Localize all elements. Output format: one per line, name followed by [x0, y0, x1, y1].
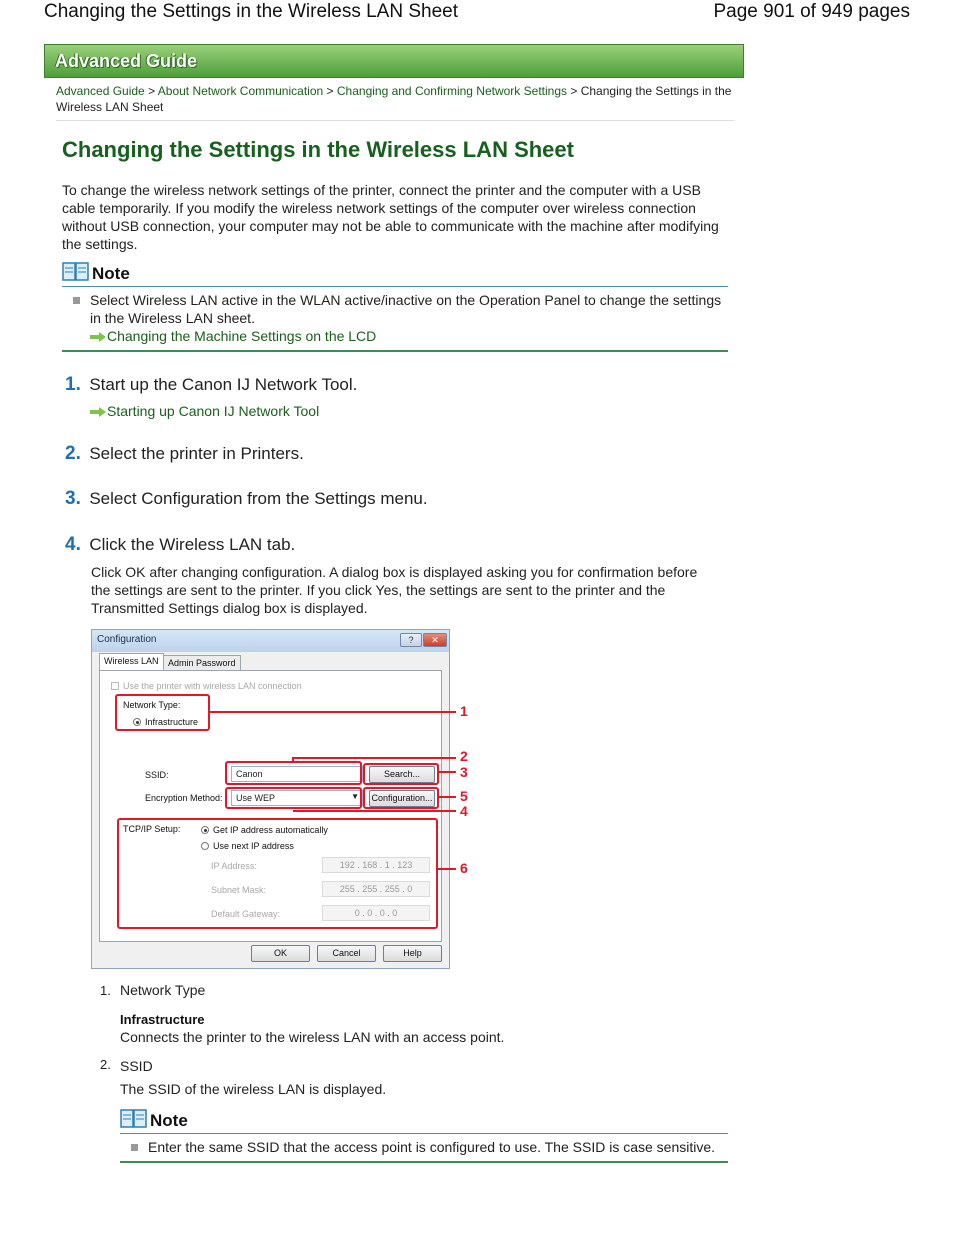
tab-wireless-lan[interactable]: Wireless LAN: [99, 653, 164, 671]
step-4-detail: Click OK after changing configuration. A dialog box is displayed asking you for confirmation before the settings are sent to the printer. If you click Yes, the settings are sent to the printer and the Transmitted Settings dialog box is displayed.: [91, 564, 698, 616]
step-number: 1.: [65, 374, 81, 395]
encryption-method-label: Encryption Method:: [145, 793, 223, 803]
note-title: Note: [150, 1111, 188, 1130]
callout-box-encryption: [225, 787, 362, 809]
bullet-square-icon: [131, 1144, 138, 1151]
help-button[interactable]: Help: [383, 945, 442, 962]
advanced-guide-banner: [44, 44, 744, 78]
step-text: Select Configuration from the Settings menu.: [89, 489, 428, 508]
ip-address-field[interactable]: 192 . 168 . 1 . 123: [322, 857, 430, 873]
breadcrumb-current: Changing the Settings in the Wireless LAN Sheet: [56, 84, 732, 114]
list-item-label: SSID: [120, 1058, 153, 1074]
bullet-square-icon: [73, 297, 80, 304]
arrow-right-icon: [90, 407, 106, 417]
breadcrumb-link-advanced-guide[interactable]: Advanced Guide: [56, 84, 145, 98]
document-header-title: Changing the Settings in the Wireless LAN Sheet: [44, 1, 459, 22]
list-item-number: 2.: [100, 1057, 111, 1072]
network-type-label: Network Type:: [123, 700, 181, 710]
breadcrumb-divider: [56, 120, 734, 121]
note-box: [120, 1109, 728, 1163]
dialog-close-button[interactable]: ✕: [423, 633, 447, 647]
search-button[interactable]: Search...: [369, 766, 435, 783]
step-text: Select the printer in Printers.: [89, 444, 304, 463]
ok-button[interactable]: OK: [251, 945, 310, 962]
step-1-link-row: [90, 402, 319, 420]
tab-admin-password[interactable]: Admin Password: [163, 655, 241, 672]
page-counter: Page 901 of 949 pages: [713, 1, 910, 22]
default-gateway-field[interactable]: 0 . 0 . 0 . 0: [322, 905, 430, 921]
note-box: [62, 262, 728, 352]
dialog-title: Configuration: [97, 634, 157, 645]
next-ip-label: Use next IP address: [213, 841, 294, 851]
callout-line-1: [210, 711, 456, 713]
list-sub-title: Infrastructure: [120, 1012, 205, 1027]
page-title: Changing the Settings in the Wireless LAN Sheet: [62, 137, 574, 162]
use-printer-checkbox[interactable]: [111, 682, 119, 690]
step-text: Start up the Canon IJ Network Tool.: [89, 375, 358, 394]
dialog-help-button[interactable]: ?: [400, 633, 422, 647]
auto-ip-label: Get IP address automatically: [213, 825, 328, 835]
arrow-right-icon: [90, 332, 106, 342]
step-number: 4.: [65, 534, 81, 555]
callout-number-3: 3: [460, 764, 468, 780]
callout-box-network-type: [115, 694, 210, 731]
breadcrumb-separator: >: [326, 84, 334, 98]
encryption-configuration-button[interactable]: Configuration...: [369, 790, 435, 807]
ip-address-label: IP Address:: [211, 861, 257, 871]
callout-line-6: [438, 868, 456, 870]
callout-line-2-tick: [292, 757, 294, 762]
dialog-title-bar: [92, 630, 449, 652]
subnet-mask-field[interactable]: 255 . 255 . 255 . 0: [322, 881, 430, 897]
callout-number-2: 2: [460, 748, 468, 764]
infrastructure-label: Infrastructure: [145, 717, 199, 727]
callout-number-5: 5: [460, 788, 468, 804]
breadcrumb: [56, 83, 732, 115]
callout-box-configuration: [363, 787, 439, 809]
callout-line-4: [293, 810, 456, 812]
tcpip-setup-label: TCP/IP Setup:: [123, 824, 181, 834]
note-bottom-rule: [120, 1161, 728, 1163]
step-1: [65, 374, 357, 396]
note-book-icon: [120, 1109, 148, 1129]
encryption-method-value: Use WEP: [236, 793, 276, 803]
breadcrumb-separator: >: [148, 84, 156, 98]
note-book-icon: [62, 262, 90, 282]
cancel-button[interactable]: Cancel: [317, 945, 376, 962]
subnet-mask-label: Subnet Mask:: [211, 885, 267, 895]
note-text: Enter the same SSID that the access point is configured to use. The SSID is case sensitive.: [148, 1139, 716, 1155]
breadcrumb-link-network-settings[interactable]: Changing and Confirming Network Settings: [336, 84, 567, 98]
list-item-number: 1.: [100, 983, 111, 998]
callout-line-5: [439, 796, 456, 798]
list-sub-text: Connects the printer to the wireless LAN with an access point.: [120, 1029, 505, 1045]
note-title: Note: [92, 264, 130, 283]
list-item-label: Network Type: [120, 982, 206, 998]
callout-box-ssid: [225, 761, 362, 785]
callout-line-3: [439, 771, 456, 773]
callout-number-1: 1: [460, 703, 468, 719]
callout-box-tcpip: [117, 818, 438, 929]
step-text: Click the Wireless LAN tab.: [89, 535, 296, 554]
note-bottom-rule: [62, 350, 728, 352]
default-gateway-label: Default Gateway:: [211, 909, 281, 919]
note-text: Select Wireless LAN active in the WLAN active/inactive on the Operation Panel to change the settings in the Wireless LAN sheet.: [90, 292, 722, 326]
callout-line-2: [293, 757, 456, 759]
step-3: [65, 488, 428, 510]
callout-number-4: 4: [460, 803, 468, 819]
step-number: 2.: [65, 443, 81, 464]
ssid-input[interactable]: Canon: [231, 766, 363, 782]
chevron-down-icon: ▼: [351, 792, 359, 801]
step-number: 3.: [65, 488, 81, 509]
callout-box-search: [363, 763, 439, 785]
banner-label: Advanced Guide: [55, 51, 198, 71]
step-4: [65, 534, 295, 556]
callout-number-6: 6: [460, 860, 468, 876]
list-item-text: The SSID of the wireless LAN is displayed.: [120, 1081, 387, 1097]
breadcrumb-link-network-communication[interactable]: About Network Communication: [157, 84, 324, 98]
lcd-settings-link[interactable]: Changing the Machine Settings on the LCD: [107, 328, 377, 344]
intro-paragraph: To change the wireless network settings of the printer, connect the printer and the computer with a USB cable temporarily. If you modify the wireless network settings of the computer over wireless connection without USB connection, your computer may not be able to communicate with the machine after modifying the settings.: [62, 182, 719, 252]
step-2: [65, 443, 304, 465]
use-printer-label: Use the printer with wireless LAN connection: [123, 681, 302, 691]
start-network-tool-link[interactable]: Starting up Canon IJ Network Tool: [107, 403, 320, 419]
ssid-label: SSID:: [145, 770, 169, 780]
breadcrumb-separator: >: [570, 84, 578, 98]
